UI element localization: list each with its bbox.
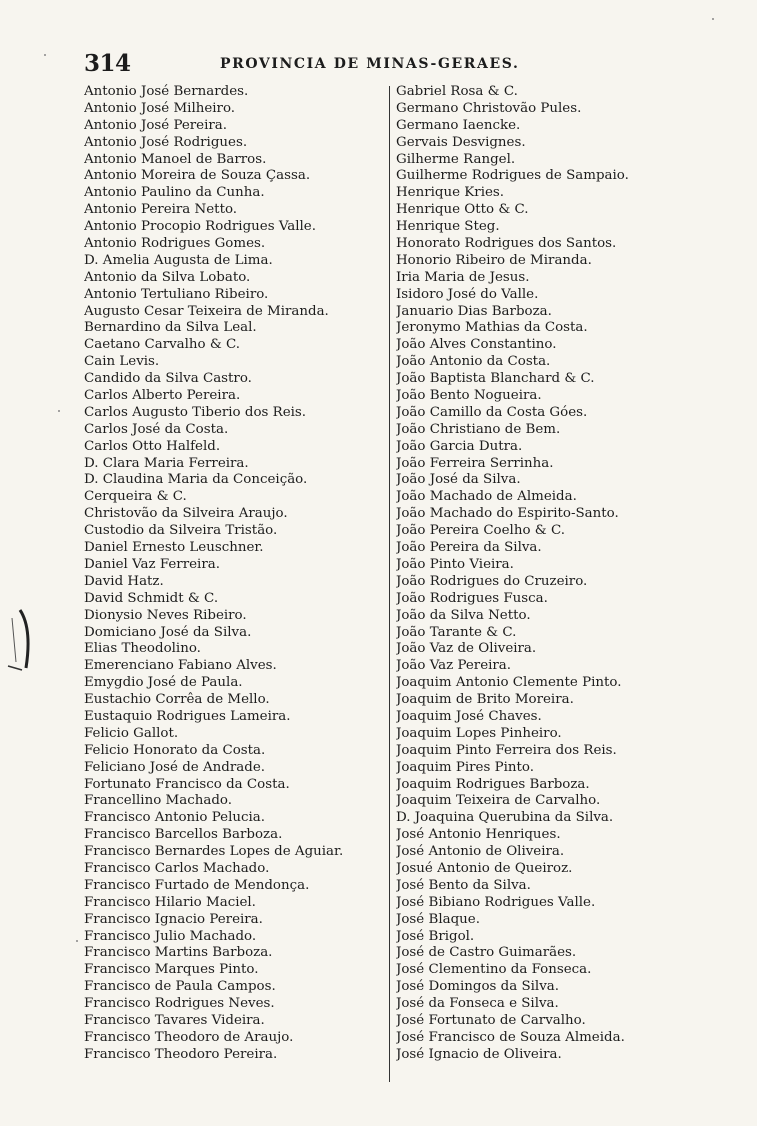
list-entry: Antonio José Milheiro.: [84, 100, 236, 116]
list-entry: Felicio Honorato da Costa.: [84, 742, 266, 758]
list-entry: Daniel Vaz Ferreira.: [84, 556, 220, 572]
list-entry: Augusto Cesar Teixeira de Miranda.: [84, 303, 329, 319]
list-entry: Januario Dias Barboza.: [396, 303, 552, 319]
list-entry: Custodio da Silveira Tristão.: [84, 523, 278, 539]
list-entry: Antonio Rodrigues Gomes.: [84, 236, 266, 252]
list-entry: Antonio Tertuliano Ribeiro.: [84, 286, 269, 302]
list-entry: Fortunato Francisco da Costa.: [84, 776, 290, 792]
list-entry: José Ignacio de Oliveira.: [396, 1046, 562, 1062]
paper-speck: [58, 410, 60, 412]
list-entry: João Machado de Almeida.: [396, 489, 577, 505]
list-entry: João Baptista Blanchard & C.: [396, 371, 595, 387]
list-entry: Feliciano José de Andrade.: [84, 759, 265, 775]
list-entry: Francisco Ignacio Pereira.: [84, 911, 263, 927]
list-entry: Christovão da Silveira Araujo.: [84, 506, 288, 522]
list-entry: Francisco Marques Pinto.: [84, 962, 259, 978]
list-entry: Eustaquio Rodrigues Lameira.: [84, 708, 291, 724]
page-number: 314: [84, 50, 131, 77]
list-entry: João Machado do Espirito-Santo.: [396, 506, 619, 522]
list-entry: Antonio Pereira Netto.: [84, 202, 238, 218]
list-entry: Joaquim Rodrigues Barboza.: [396, 776, 590, 792]
list-entry: Antonio Paulino da Cunha.: [84, 185, 265, 201]
list-entry: David Schmidt & C.: [84, 590, 219, 606]
list-entry: Francisco Rodrigues Neves.: [84, 996, 275, 1012]
list-entry: João Vaz de Oliveira.: [396, 641, 537, 657]
list-entry: Gabriel Rosa & C.: [396, 84, 518, 99]
list-entry: João Camillo da Costa Góes.: [396, 404, 588, 420]
list-entry: Francisco Tavares Videira.: [84, 1012, 265, 1028]
list-entry: João Pereira Coelho & C.: [396, 523, 565, 539]
list-entry: David Hatz.: [84, 573, 164, 589]
left-name-column: [84, 84, 380, 1064]
list-entry: José Domingos da Silva.: [396, 979, 560, 995]
list-entry: Francisco Furtado de Mendonça.: [84, 877, 310, 893]
column-divider: [389, 86, 390, 1082]
list-entry: Daniel Ernesto Leuschner.: [84, 540, 264, 556]
list-entry: Francisco Julio Machado.: [84, 928, 257, 944]
list-entry: Antonio José Rodrigues.: [84, 134, 248, 150]
list-entry: João Ferreira Serrinha.: [396, 455, 554, 471]
list-entry: Francisco Theodoro de Araujo.: [84, 1029, 294, 1045]
list-entry: Cerqueira & C.: [84, 489, 187, 505]
list-entry: Felicio Gallot.: [84, 725, 179, 741]
list-entry: D. Joaquina Querubina da Silva.: [396, 810, 614, 826]
list-entry: Henrique Steg.: [396, 219, 500, 235]
list-entry: José Brigol.: [396, 928, 475, 944]
list-entry: Joaquim de Brito Moreira.: [396, 692, 574, 708]
list-entry: D. Amelia Augusta de Lima.: [84, 252, 273, 268]
list-entry: Carlos Alberto Pereira.: [84, 388, 241, 404]
paper-speck: [44, 54, 46, 56]
list-entry: Emerenciano Fabiano Alves.: [84, 658, 277, 674]
list-entry: Honorato Rodrigues dos Santos.: [396, 236, 617, 252]
list-entry: Carlos Otto Halfeld.: [84, 438, 221, 454]
list-entry: João Pinto Vieira.: [396, 556, 514, 572]
list-entry: Francisco Theodoro Pereira.: [84, 1046, 278, 1062]
list-entry: João Tarante & C.: [396, 624, 517, 640]
list-entry: D. Clara Maria Ferreira.: [84, 455, 249, 471]
list-entry: Caetano Carvalho & C.: [84, 337, 241, 353]
list-entry: Francisco Martins Barboza.: [84, 945, 273, 961]
list-entry: Isidoro José do Valle.: [396, 286, 539, 302]
list-entry: João Garcia Dutra.: [396, 438, 523, 454]
binding-mark-icon: [6, 608, 34, 672]
list-entry: Domiciano José da Silva.: [84, 624, 252, 640]
list-entry: João Vaz Pereira.: [396, 658, 512, 674]
list-entry: Francisco Barcellos Barboza.: [84, 827, 283, 843]
list-entry: Antonio José Bernardes.: [84, 84, 249, 99]
list-entry: Francisco Antonio Pelucia.: [84, 810, 265, 826]
list-entry: João Antonio da Costa.: [396, 354, 551, 370]
list-entry: Carlos Augusto Tiberio dos Reis.: [84, 404, 307, 420]
list-entry: José Clementino da Fonseca.: [396, 962, 592, 978]
list-entry: Antonio Procopio Rodrigues Valle.: [84, 219, 316, 235]
list-entry: Francisco Carlos Machado.: [84, 860, 270, 876]
list-entry: Cain Levis.: [84, 354, 160, 370]
list-entry: D. Claudina Maria da Conceição.: [84, 472, 308, 488]
paper-speck: [76, 940, 78, 942]
list-entry: Henrique Kries.: [396, 185, 505, 201]
list-entry: José Bibiano Rodrigues Valle.: [396, 894, 596, 910]
list-entry: Dionysio Neves Ribeiro.: [84, 607, 247, 623]
list-entry: Germano Christovão Pules.: [396, 100, 582, 116]
list-entry: José Fortunato de Carvalho.: [396, 1012, 586, 1028]
paper-speck: [712, 18, 714, 20]
list-entry: José Blaque.: [396, 911, 480, 927]
list-entry: Josué Antonio de Queiroz.: [396, 860, 573, 876]
list-entry: João Rodrigues Fusca.: [396, 590, 548, 606]
list-entry: João Bento Nogueira.: [396, 388, 542, 404]
list-entry: João Alves Constantino.: [396, 337, 557, 353]
list-entry: Antonio Manoel de Barros.: [84, 151, 267, 167]
right-name-column: [396, 84, 696, 1064]
list-entry: João Pereira da Silva.: [396, 540, 542, 556]
list-entry: José de Castro Guimarães.: [396, 945, 577, 961]
list-entry: Iria Maria de Jesus.: [396, 269, 530, 285]
list-entry: Eustachio Corrêa de Mello.: [84, 692, 270, 708]
list-entry: Honorio Ribeiro de Miranda.: [396, 252, 592, 268]
list-entry: José Bento da Silva.: [396, 877, 531, 893]
list-entry: João Rodrigues do Cruzeiro.: [396, 573, 588, 589]
list-entry: João José da Silva.: [396, 472, 521, 488]
list-entry: Emygdio José de Paula.: [84, 675, 243, 691]
list-entry: Bernardino da Silva Leal.: [84, 320, 257, 336]
list-entry: Joaquim Pires Pinto.: [396, 759, 534, 775]
list-entry: Joaquim Pinto Ferreira dos Reis.: [396, 742, 617, 758]
list-entry: José Antonio de Oliveira.: [396, 844, 565, 860]
running-title: PROVINCIA DE MINAS-GERAES.: [220, 56, 520, 72]
list-entry: José Antonio Henriques.: [396, 827, 561, 843]
list-entry: Joaquim Antonio Clemente Pinto.: [396, 675, 622, 691]
list-entry: Francisco de Paula Campos.: [84, 979, 276, 995]
list-entry: João Christiano de Bem.: [396, 421, 561, 437]
list-entry: Gervais Desvignes.: [396, 134, 526, 150]
list-entry: Candido da Silva Castro.: [84, 371, 252, 387]
list-entry: Elias Theodolino.: [84, 641, 201, 657]
list-entry: Antonio José Pereira.: [84, 117, 228, 133]
list-entry: Joaquim Teixeira de Carvalho.: [396, 793, 601, 809]
list-entry: Antonio da Silva Lobato.: [84, 269, 251, 285]
list-entry: Francellino Machado.: [84, 793, 232, 809]
list-entry: Gilherme Rangel.: [396, 151, 516, 167]
page-header: [84, 50, 684, 80]
list-entry: Joaquim Lopes Pinheiro.: [396, 725, 562, 741]
list-entry: Carlos José da Costa.: [84, 421, 229, 437]
list-entry: Henrique Otto & C.: [396, 202, 529, 218]
list-entry: Francisco Bernardes Lopes de Aguiar.: [84, 844, 344, 860]
list-entry: Joaquim José Chaves.: [396, 708, 542, 724]
list-entry: Antonio Moreira de Souza Çassa.: [84, 168, 311, 184]
list-entry: Guilherme Rodrigues de Sampaio.: [396, 168, 629, 184]
list-entry: João da Silva Netto.: [396, 607, 531, 623]
list-entry: José Francisco de Souza Almeida.: [396, 1029, 625, 1045]
list-entry: Francisco Hilario Maciel.: [84, 894, 256, 910]
list-entry: José da Fonseca e Silva.: [396, 996, 559, 1012]
list-entry: Jeronymo Mathias da Costa.: [396, 320, 588, 336]
list-entry: Germano Iaencke.: [396, 117, 521, 133]
